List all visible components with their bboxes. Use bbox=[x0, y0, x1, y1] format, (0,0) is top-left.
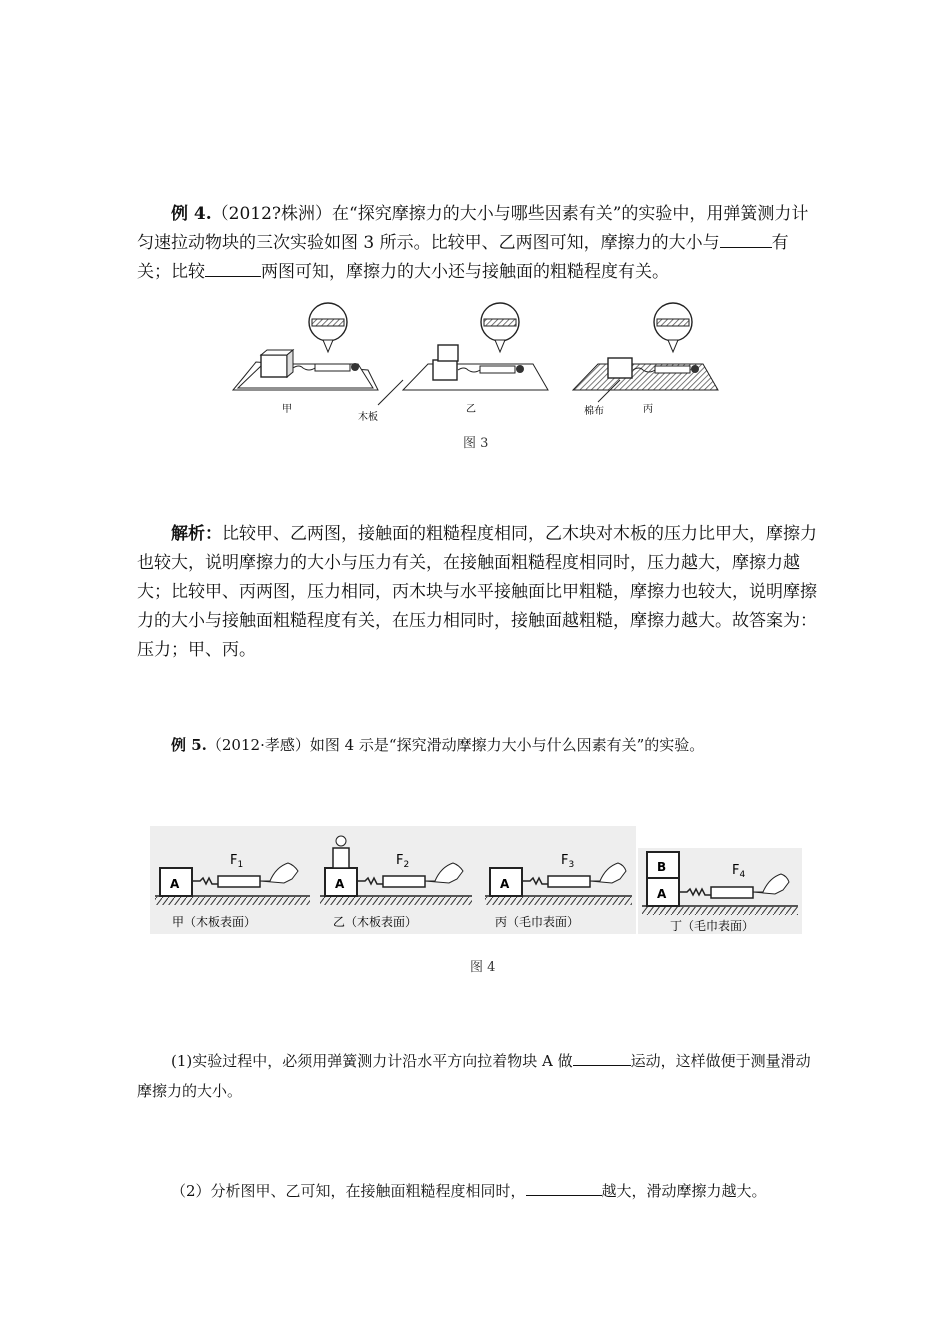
analysis-text: 解析：比较甲、乙两图，接触面的粗糙程度相同，乙木块对木板的压力比甲大，摩擦力也较大，说明摩擦力的大小与压力有关，在接触面粗糙程度相同时，压力越大，摩擦力越大；比较甲、丙两图，压力相同，丙木块与水平接触面比甲粗糙，摩擦力也较大，说明摩擦力的大小与接触面粗糙程度有关，在压力相同时，接触面越粗糙，摩擦力越大。故答案为：压力；甲、丙。 bbox=[137, 524, 817, 660]
fig4-label-panel1: 甲（木板表面） bbox=[172, 915, 257, 929]
svg-text:A: A bbox=[170, 877, 180, 891]
svg-text:A: A bbox=[500, 877, 510, 891]
fig3-label-bing: 丙 bbox=[643, 404, 653, 415]
fig4-label-panel3: 丙（毛巾表面） bbox=[495, 915, 580, 929]
answer-blank-2 bbox=[205, 262, 261, 277]
answer-blank-1 bbox=[720, 233, 772, 248]
fig3-panel-yi bbox=[403, 303, 548, 415]
fig3-panel-bing bbox=[573, 303, 718, 417]
svg-text:B: B bbox=[657, 860, 667, 874]
fig4-label-panel4: 丁（毛巾表面） bbox=[670, 919, 755, 933]
answer-blank-3 bbox=[573, 1051, 631, 1066]
svg-text:A: A bbox=[335, 877, 345, 891]
svg-text:A: A bbox=[657, 887, 667, 901]
example-5-label: 例 5. bbox=[171, 736, 207, 754]
figure-4 bbox=[150, 826, 802, 934]
example-4-label: 例 4. bbox=[171, 204, 212, 224]
answer-blank-4 bbox=[526, 1181, 602, 1196]
fig3-label-jia: 甲 bbox=[282, 404, 292, 415]
fig3-panel-jia bbox=[233, 303, 378, 415]
fig3-label-yi: 乙 bbox=[466, 404, 476, 415]
figure-4-caption: 图 4 bbox=[470, 960, 496, 975]
example-5-text: 例 5.（2012·孝感）如图 4 示是“探究滑动摩擦力大小与什么因素有关”的实验。 bbox=[171, 736, 705, 754]
analysis-label: 解析： bbox=[171, 524, 222, 544]
fig4-label-f1: $F_1$ bbox=[230, 853, 244, 870]
question-1-text: (1)实验过程中，必须用弹簧测力计沿水平方向拉着物块 A 做 运动，这样做便于测量滑动摩擦力的大小。 bbox=[137, 1052, 811, 1100]
fig4-label-f4: $F_4$ bbox=[732, 863, 746, 880]
muban-leader bbox=[378, 380, 403, 405]
fig3-label-muban: 木板 bbox=[358, 412, 378, 423]
example-4-text: 例 4.（2012?株洲）在“探究摩擦力的大小与哪些因素有关”的实验中，用弹簧测力计匀速拉动物块的三次实验如图 3 所示。比较甲、乙两图可知，摩擦力的大小与 有关；比较 两图可知，摩擦力的大小还与接触面的粗糙程度有关。 bbox=[137, 204, 809, 282]
fig4-label-f2: $F_2$ bbox=[396, 853, 410, 870]
question-2-text: （2）分析图甲、乙可知，在接触面粗糙程度相同时， 越大，滑动摩擦力越大。 bbox=[171, 1182, 767, 1200]
figure-3-caption: 图 3 bbox=[463, 436, 489, 451]
figure-3 bbox=[228, 300, 728, 430]
fig3-label-mianbu: 棉布 bbox=[584, 406, 604, 417]
fig4-label-panel2: 乙（木板表面） bbox=[333, 915, 418, 929]
fig4-label-f3: $F_3$ bbox=[561, 853, 575, 870]
